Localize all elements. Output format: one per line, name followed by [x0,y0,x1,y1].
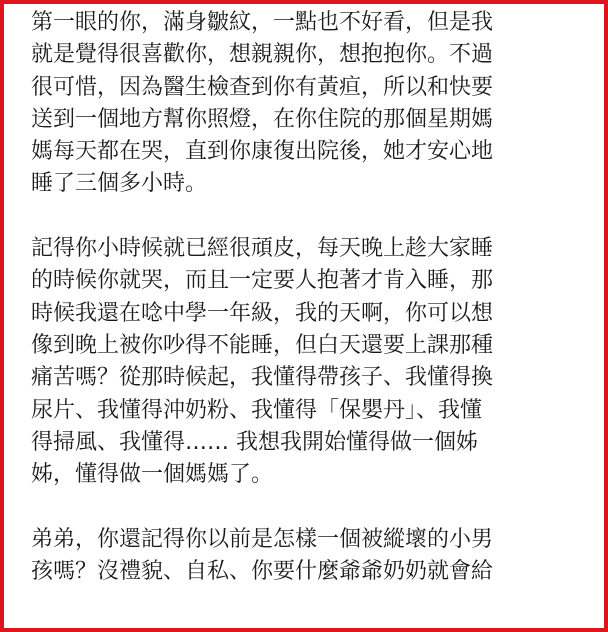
text-line: 送到一個地方幫你照燈，在你住院的那個星期媽 [31,106,494,132]
text-line: 時候我還在唸中學一年級，我的天啊，你可以想 [31,300,494,326]
text-line: 姊，懂得做一個媽媽了。 [31,462,274,488]
article-text [31,7,591,588]
text-line: 媽每天都在哭，直到你康復出院後，她才安心地 [31,139,494,165]
text-line: 得掃風、我懂得…… 我想我開始懂得做一個姊 [31,429,478,455]
text-line: 記得你小時候就已經很頑皮，每天晚上趁大家睡 [31,236,494,262]
text-line: 第一眼的你，滿身皺紋，一點也不好看，但是我 [31,10,494,35]
paragraph-1 [31,7,591,201]
paragraph-3 [31,524,591,589]
text-line: 孩嗎？沒禮貌、自私、你要什麼爺爺奶奶就會給 [31,559,494,585]
paragraph-gap [31,201,591,233]
text-line: 尿片、我懂得沖奶粉、我懂得「保嬰丹」、我懂 [31,397,483,423]
paragraph-gap [31,491,591,523]
text-line: 很可惜，因為醫生檢查到你有黃疸，所以和快要 [31,74,494,100]
text-line: 就是覺得很喜歡你，想親親你，想抱抱你。不過 [31,42,494,68]
text-line: 痛苦嗎？從那時候起，我懂得帶孩子、我懂得換 [31,365,494,391]
paragraph-2 [31,233,591,491]
text-line: 像到晚上被你吵得不能睡，但白天還要上課那種 [31,332,494,358]
text-line: 的時候你就哭，而且一定要人抱著才肯入睡，那 [31,268,494,294]
text-line: 弟弟，你還記得你以前是怎樣一個被縱壞的小男 [31,526,494,552]
text-line: 睡了三個多小時。 [31,171,208,197]
